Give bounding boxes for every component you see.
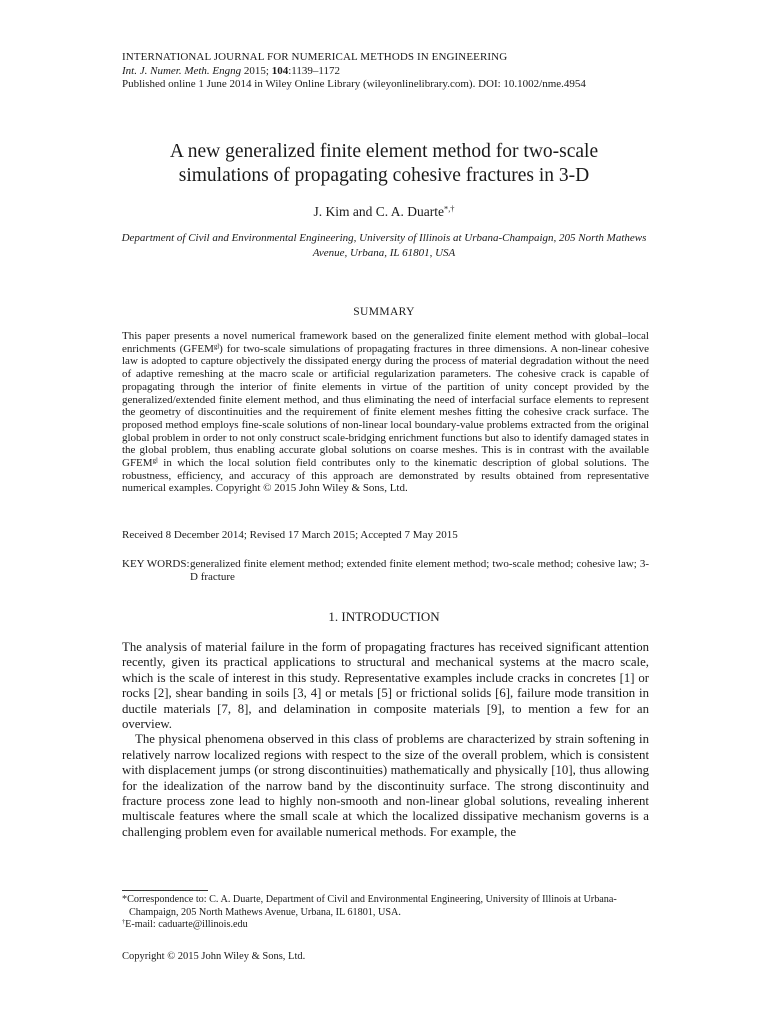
author-names: J. Kim and C. A. Duarte (313, 204, 445, 219)
intro-paragraph-2: The physical phenomena observed in this class of problems are characterized by strain softening in relatively narrow localized regions with respect to the size of the overall problem, which is consistent with displacement jumps (or strong discontinuities) mathematically and physically [10], thus allowing for the idealization of the narrow band by the discontinuity surface. The strong discontinuity and fracture process zone lead to highly non-smooth and non-linear global solutions, revealing inherent multiscale features where the small scale at which the localized dissipative mechanism governs is a challenging problem even for available numerical methods. For example, the (122, 732, 649, 839)
summary-sup-2: gl (152, 457, 158, 465)
email-text: E-mail: caduarte@illinois.edu (125, 919, 248, 930)
citation-year: 2015; (243, 64, 269, 77)
title-line-1: A new generalized finite element method for two-scale (169, 141, 599, 162)
email-mark: † (122, 918, 126, 926)
citation-journal: Int. J. Numer. Meth. Engng (122, 64, 242, 77)
citation-volume: 104 (271, 64, 289, 77)
author-marks: *,† (444, 204, 455, 214)
citation-pages: :1139–1172 (288, 64, 340, 77)
correspondence-mark: * (122, 894, 128, 905)
authors (90, 204, 678, 220)
received-dates: Received 8 December 2014; Revised 17 March 2015; Accepted 7 May 2015 (122, 529, 458, 541)
journal-name: INTERNATIONAL JOURNAL FOR NUMERICAL METHODS IN ENGINEERING (122, 51, 508, 63)
copyright-footer: Copyright © 2015 John Wiley & Sons, Ltd. (122, 951, 306, 962)
correspondence-text: Correspondence to: C. A. Duarte, Department of Civil and Environmental Engineering, University of Illinois at Urbana-Champaign, 205 North Mathews Avenue, Urbana, IL 61801, USA. (127, 894, 617, 918)
keywords-label: KEY WORDS: (122, 558, 190, 570)
introduction-body (122, 640, 649, 840)
citation-line (122, 65, 662, 79)
keywords (122, 558, 649, 584)
introduction-heading: 1. INTRODUCTION (328, 609, 440, 624)
intro-paragraph-1: The analysis of material failure in the form of propagating fractures has received significant attention recently, given its practical applications to structural and mechanical systems at the macro scale, which is the scale of interest in this study. Representative examples include cracks in concretes [1] or rocks [2], shear banding in soils [3, 4] or metals [5] or frictional solids [6], failure mode transition in ductile materials [7, 8], and delamination in composite materials [9], to mention a few for an overview. (122, 640, 649, 732)
summary-part-3: in which the local solution field contributes only to the kinematic description of global solutions. The robustness, efficiency, and accuracy of this approach are demonstrated by results obtained from representative numerical examples. Copyright © 2015 John Wiley & Sons, Ltd. (122, 457, 649, 495)
keywords-text: generalized finite element method; extended finite element method; two-scale method; cohesive law; 3-D fracture (190, 558, 649, 583)
summary-part-1: This paper presents a novel numerical framework based on the generalized finite element method with global–local enrichments (GFEM (122, 330, 649, 355)
affiliation: Department of Civil and Environmental Engineering, University of Illinois at Urbana-Champaign, 205 North Mathews Avenue, Urbana, IL 61801, USA (121, 232, 647, 259)
footnote-rule (122, 890, 208, 891)
correspondence-footnote (122, 894, 649, 919)
article-title (90, 140, 678, 188)
summary-sup-1: gl (213, 342, 220, 350)
title-line-2: simulations of propagating cohesive fractures in 3-D (178, 165, 590, 186)
footnotes (122, 894, 649, 932)
journal-header (122, 51, 662, 92)
summary-heading: SUMMARY (353, 306, 415, 318)
summary-part-2: ) for two-scale simulations of propagating fractures in three dimensions. A non-linear cohesive law is adopted to capture objectively the dissipated energy during the process of material degradation without the need of adaptive remeshing at the macro scale or artificial regularization parameters. The cohesive crack is capable of propagating through the interior of finite elements in virtue of the partition of unity concept provided by the generalized/extended finite element method, and thus eliminating the need of interfacial surface elements to represent the geometry of discontinuities and the requirement of finite element meshes fitting the cohesive crack surface. The proposed method employs fine-scale solutions of non-linear local boundary-value problems extracted from the original global problem in order to not only construct scale-bridging enrichment functions but also to identify damaged states in the global problem, thus enabling accurate global solutions on coarse meshes. This is in contrast with the available GFEM (122, 342, 649, 470)
email-footnote (122, 919, 649, 932)
summary-text (122, 330, 649, 495)
published-online-line: Published online 1 June 2014 in Wiley Online Library (wileyonlinelibrary.com). DOI: 10.1002/nme.4954 (122, 78, 586, 90)
